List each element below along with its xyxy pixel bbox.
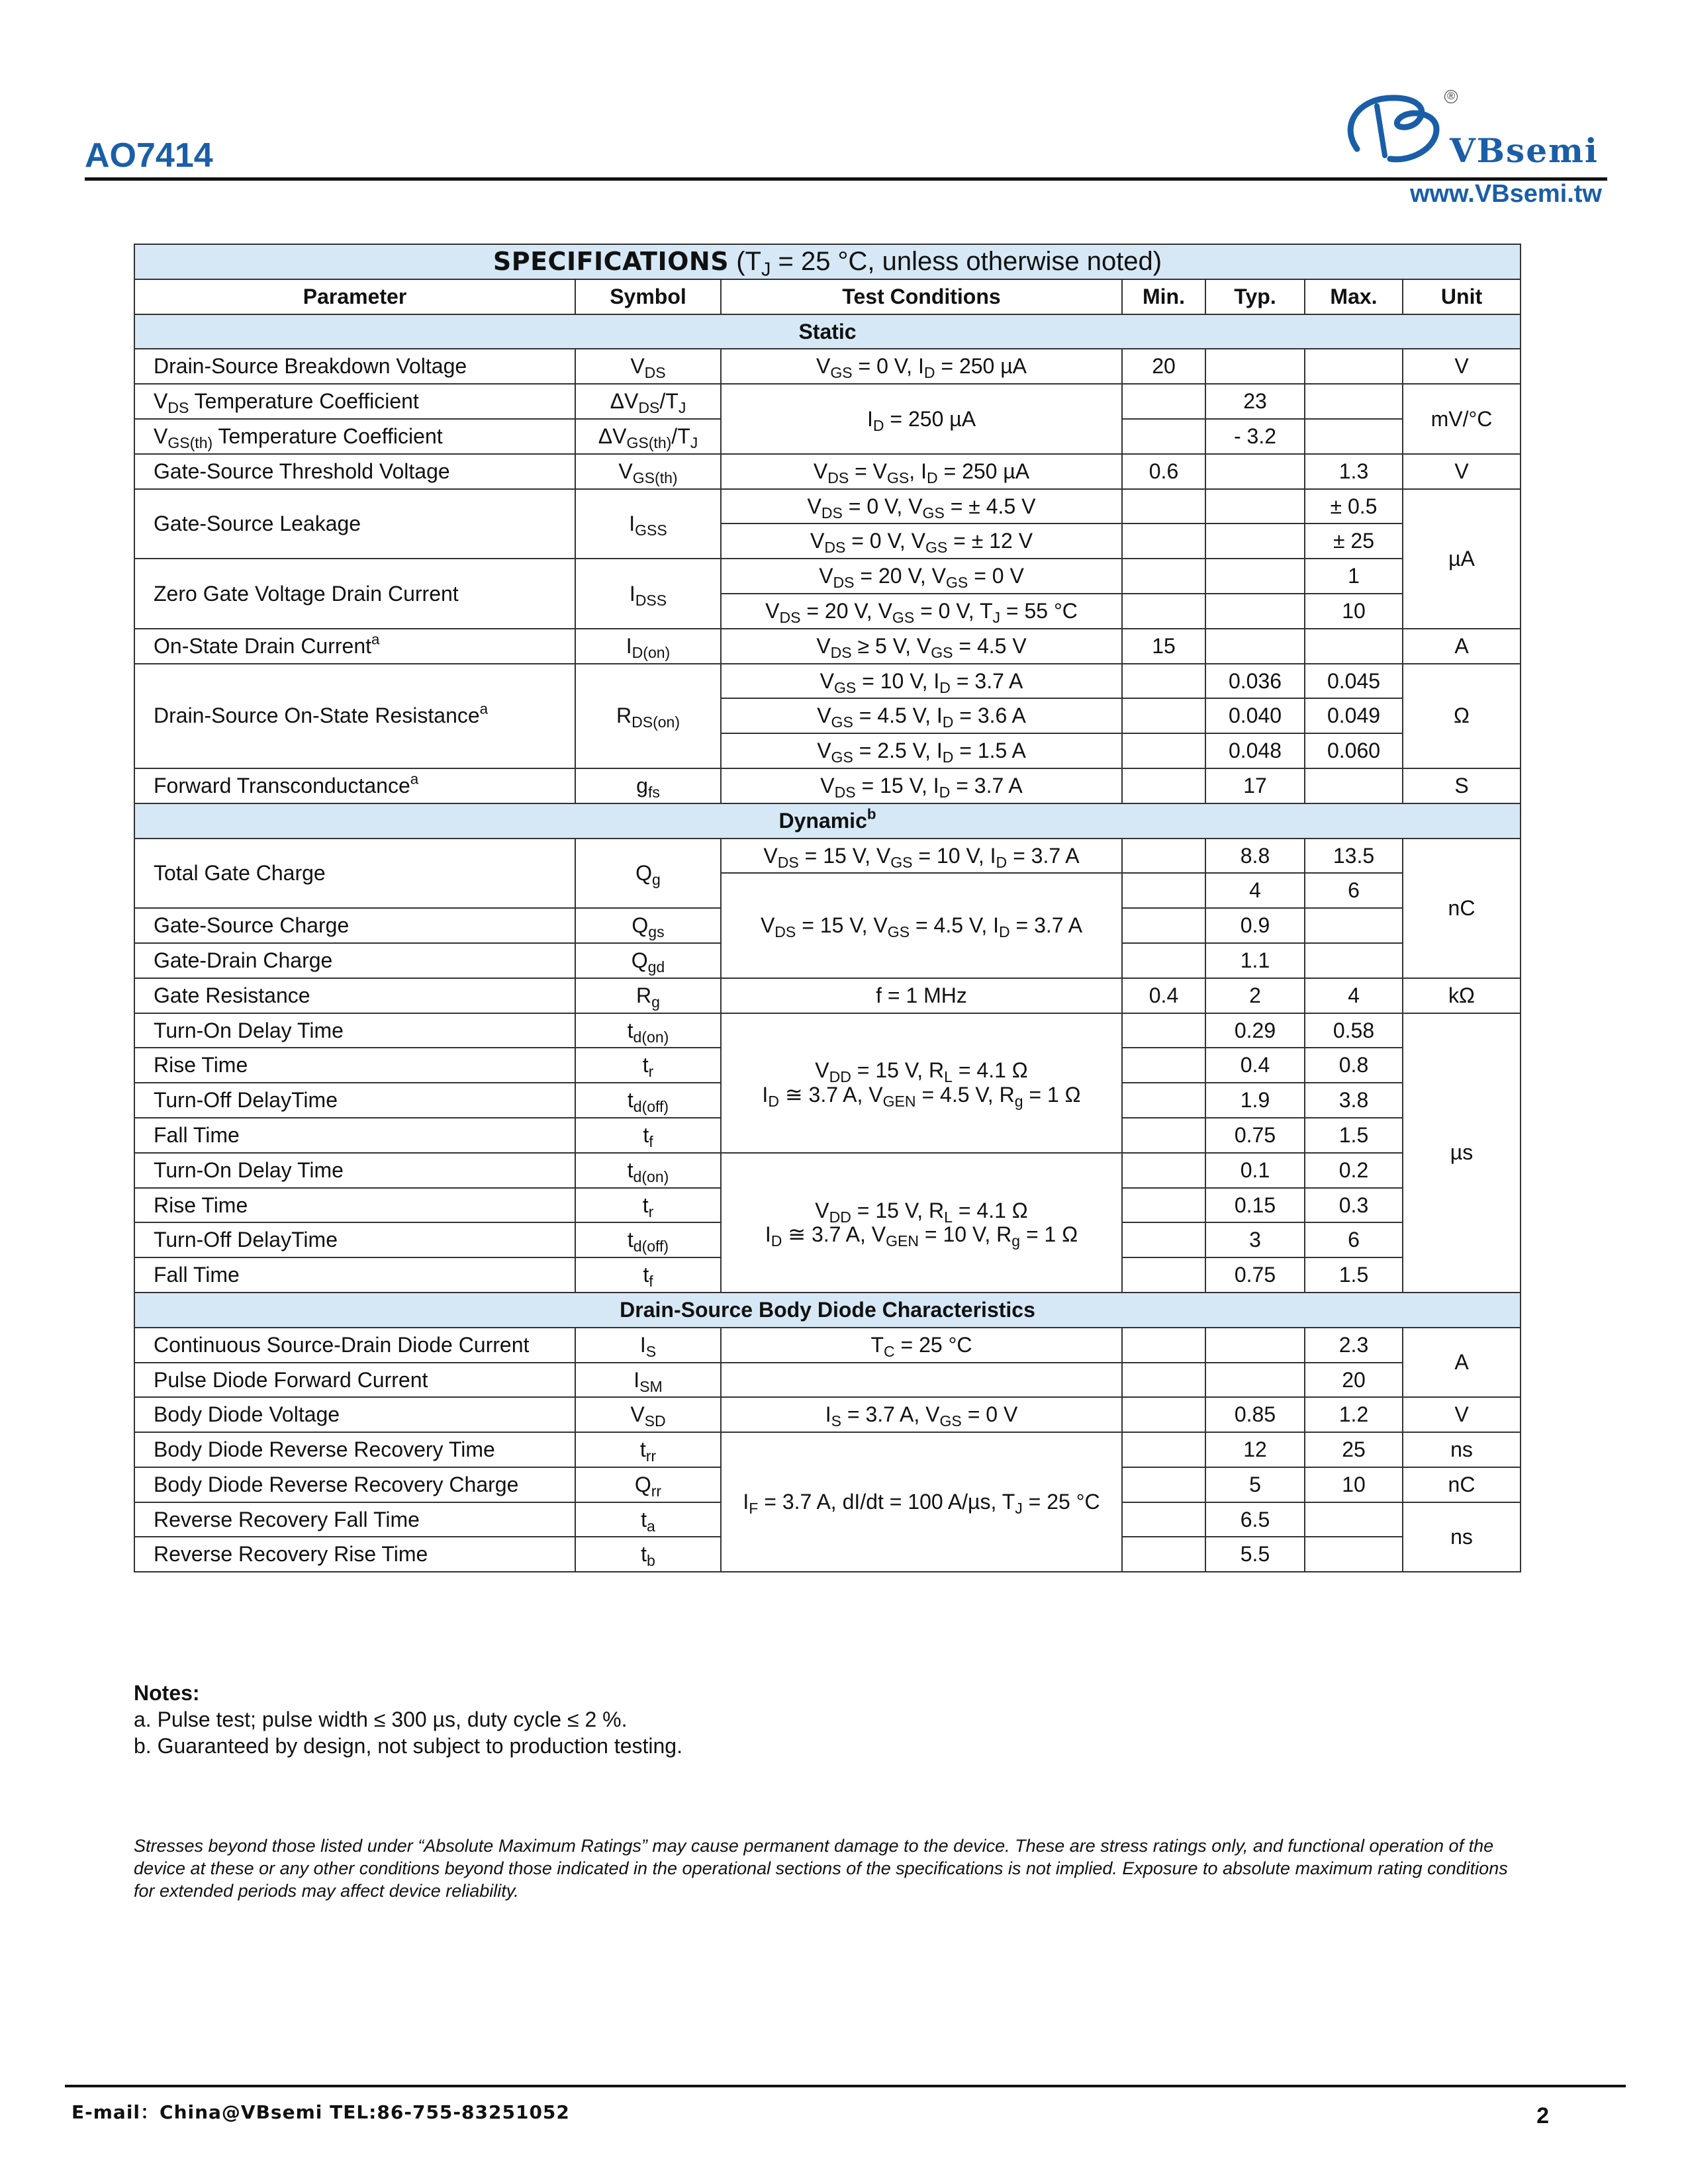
table-row: Body Diode Reverse Recovery Charge $Q_{rr}$ 5 10 nC xyxy=(134,1467,1521,1502)
col-symbol: Symbol xyxy=(575,279,721,314)
table-row: $V_{GS(th)}$ Temperature Coefficient $\Delta V_{GS(th)}/T_J$ - 3.2 xyxy=(134,419,1521,454)
col-max: Max. xyxy=(1305,279,1403,314)
table-row: Gate-Source Leakage $I_{GSS}$ $V_{DS} = 0$ V, $V_{GS}$ = ± 4.5 V ± 0.5 µA xyxy=(134,489,1521,524)
table-row: Gate-Source Charge $Q_{gs}$ 0.9 xyxy=(134,908,1521,943)
table-row: Fall Time $t_f$ 0.75 1.5 xyxy=(134,1118,1521,1153)
section-label: Static xyxy=(134,314,1521,349)
table-row: Turn-Off DelayTime $t_{d(off)}$ 1.9 3.8 xyxy=(134,1083,1521,1118)
table-row: Turn-On Delay Time $t_{d(on)}$ $V_{DD} = 15$ V, $R_L = 4.1$ Ω $I_D$ ≅ 3.7 A, $V_{GEN} = 4.5$ V, $R_g = 1$ Ω 0.29 0.58 µs xyxy=(134,1013,1521,1048)
table-row: Rise Time $t_r$ 0.4 0.8 xyxy=(134,1048,1521,1083)
note-b: b. Guaranteed by design, not subject to production testing. xyxy=(134,1734,682,1758)
table-row: Gate-Drain Charge $Q_{gd}$ 1.1 xyxy=(134,943,1521,978)
footer-contact: E-mail：China@VBsemi TEL:86-755-83251052 xyxy=(71,2101,570,2123)
col-min: Min. xyxy=(1122,279,1205,314)
col-typ: Typ. xyxy=(1205,279,1305,314)
table-row: On-State Drain Current$^a$ $I_{D(on)}$ $V_{DS} \ge 5$ V, $V_{GS} = 4.5$ V 15 A xyxy=(134,629,1521,664)
registered-mark: ® xyxy=(1444,90,1458,103)
table-row: Zero Gate Voltage Drain Current $I_{DSS}$ $V_{DS} = 20$ V, $V_{GS} = 0$ V 1 xyxy=(134,559,1521,594)
table-row: Pulse Diode Forward Current $I_{SM}$ 20 xyxy=(134,1363,1521,1398)
table-row: Gate-Source Threshold Voltage $V_{GS(th)}$ $V_{DS} = V_{GS}$, $I_D = 250$ µA 0.6 1.3 V xyxy=(134,454,1521,489)
section-diode xyxy=(134,1293,1521,1328)
table-row: Reverse Recovery Rise Time $t_b$ 5.5 xyxy=(134,1537,1521,1572)
vbsemi-logo xyxy=(1337,86,1615,179)
table-row: Body Diode Reverse Recovery Time $t_{rr}$ $I_F = 3.7$ A, dI/dt = 100 A/µs, $T_J = 25$ °C 12 25 ns xyxy=(134,1432,1521,1467)
table-row: $V_{GS} = 4.5$ V, $I_D = 3.6$ A 0.040 0.049 xyxy=(134,698,1521,733)
table-row: Continuous Source-Drain Diode Current $I_S$ $T_C = 25$ °C 2.3 A xyxy=(134,1328,1521,1363)
note-a: a. Pulse test; pulse width ≤ 300 µs, duty cycle ≤ 2 %. xyxy=(134,1707,628,1731)
table-row: $V_{DS} = 0$ V, $V_{GS}$ = ± 12 V ± 25 xyxy=(134,523,1521,559)
table-row: Body Diode Voltage $V_{SD}$ $I_S = 3.7$ A, $V_{GS} = 0$ V 0.85 1.2 V xyxy=(134,1397,1521,1432)
table-row: Turn-On Delay Time $t_{d(on)}$ $V_{DD} = 15$ V, $R_L = 4.1$ Ω $I_D$ ≅ 3.7 A, $V_{GEN} = 10$ V, $R_g = 1$ Ω 0.1 0.2 xyxy=(134,1153,1521,1188)
table-row: $V_{DS} = 20$ V, $V_{GS} = 0$ V, $T_J = 55$ °C 10 xyxy=(134,594,1521,629)
col-unit: Unit xyxy=(1403,279,1521,314)
col-parameter: Parameter xyxy=(134,279,575,314)
table-row: Reverse Recovery Fall Time $t_a$ 6.5 ns xyxy=(134,1502,1521,1537)
notes-heading: Notes: xyxy=(134,1681,200,1705)
website-link[interactable]: www.VBsemi.tw xyxy=(1410,180,1602,208)
section-dynamic xyxy=(134,803,1521,839)
section-static xyxy=(134,314,1521,349)
table-title-row xyxy=(134,244,1521,279)
table-title: SPECIFICATIONS ($T_J = 25$ °C, unless otherwise noted) xyxy=(134,244,1521,279)
table-header-row xyxy=(134,279,1521,314)
page-number: 2 xyxy=(1536,2103,1549,2128)
table-row: Drain-Source Breakdown Voltage $V_{DS}$ $V_{GS} = 0$ V, $I_D = 250$ µA 20 V xyxy=(134,349,1521,384)
logo-mark-icon xyxy=(1337,86,1456,172)
table-row: Rise Time $t_r$ 0.15 0.3 xyxy=(134,1188,1521,1223)
section-label: Dynamic$^b$ xyxy=(134,803,1521,839)
table-row: Gate Resistance $R_g$ f = 1 MHz 0.4 2 4 kΩ xyxy=(134,978,1521,1013)
section-label: Drain-Source Body Diode Characteristics xyxy=(134,1293,1521,1328)
table-row: Fall Time $t_f$ 0.75 1.5 xyxy=(134,1257,1521,1293)
specifications-table xyxy=(134,244,1521,1572)
table-row: Forward Transconductance$^a$ $g_{fs}$ $V_{DS} = 15$ V, $I_D = 3.7$ A 17 S xyxy=(134,768,1521,803)
brand-name: VBsemi xyxy=(1450,131,1599,170)
footer-divider xyxy=(65,2085,1626,2087)
table-row: $V_{GS} = 2.5$ V, $I_D = 1.5$ A 0.048 0.060 xyxy=(134,733,1521,768)
table-row: Total Gate Charge $Q_g$ $V_{DS} = 15$ V, $V_{GS} = 10$ V, $I_D = 3.7$ A 8.8 13.5 nC xyxy=(134,839,1521,874)
part-number: AO7414 xyxy=(85,136,213,175)
table-row: $V_{DS}$ Temperature Coefficient $\Delta V_{DS}/T_J$ $I_D = 250$ µA 23 mV/°C xyxy=(134,384,1521,419)
table-row: Turn-Off DelayTime $t_{d(off)}$ 3 6 xyxy=(134,1222,1521,1257)
notes xyxy=(134,1680,682,1759)
table-row: $V_{DS} = 15$ V, $V_{GS} = 4.5$ V, $I_D = 3.7$ A 4 6 xyxy=(134,873,1521,908)
disclaimer: Stresses beyond those listed under “Absolute Maximum Ratings” may cause permanent damage to the device. These are stress ratings only, and functional operation of the device at these or any other conditions beyond those indicated in the operational sections of the specifications is not implied. Exposure to absolute maximum rating conditions for extended periods may affect device reliability. xyxy=(134,1836,1508,1901)
table-row: Drain-Source On-State Resistance$^a$ $R_{DS(on)}$ $V_{GS} = 10$ V, $I_D = 3.7$ A 0.036 0.045 Ω xyxy=(134,664,1521,699)
col-test-conditions: Test Conditions xyxy=(721,279,1122,314)
